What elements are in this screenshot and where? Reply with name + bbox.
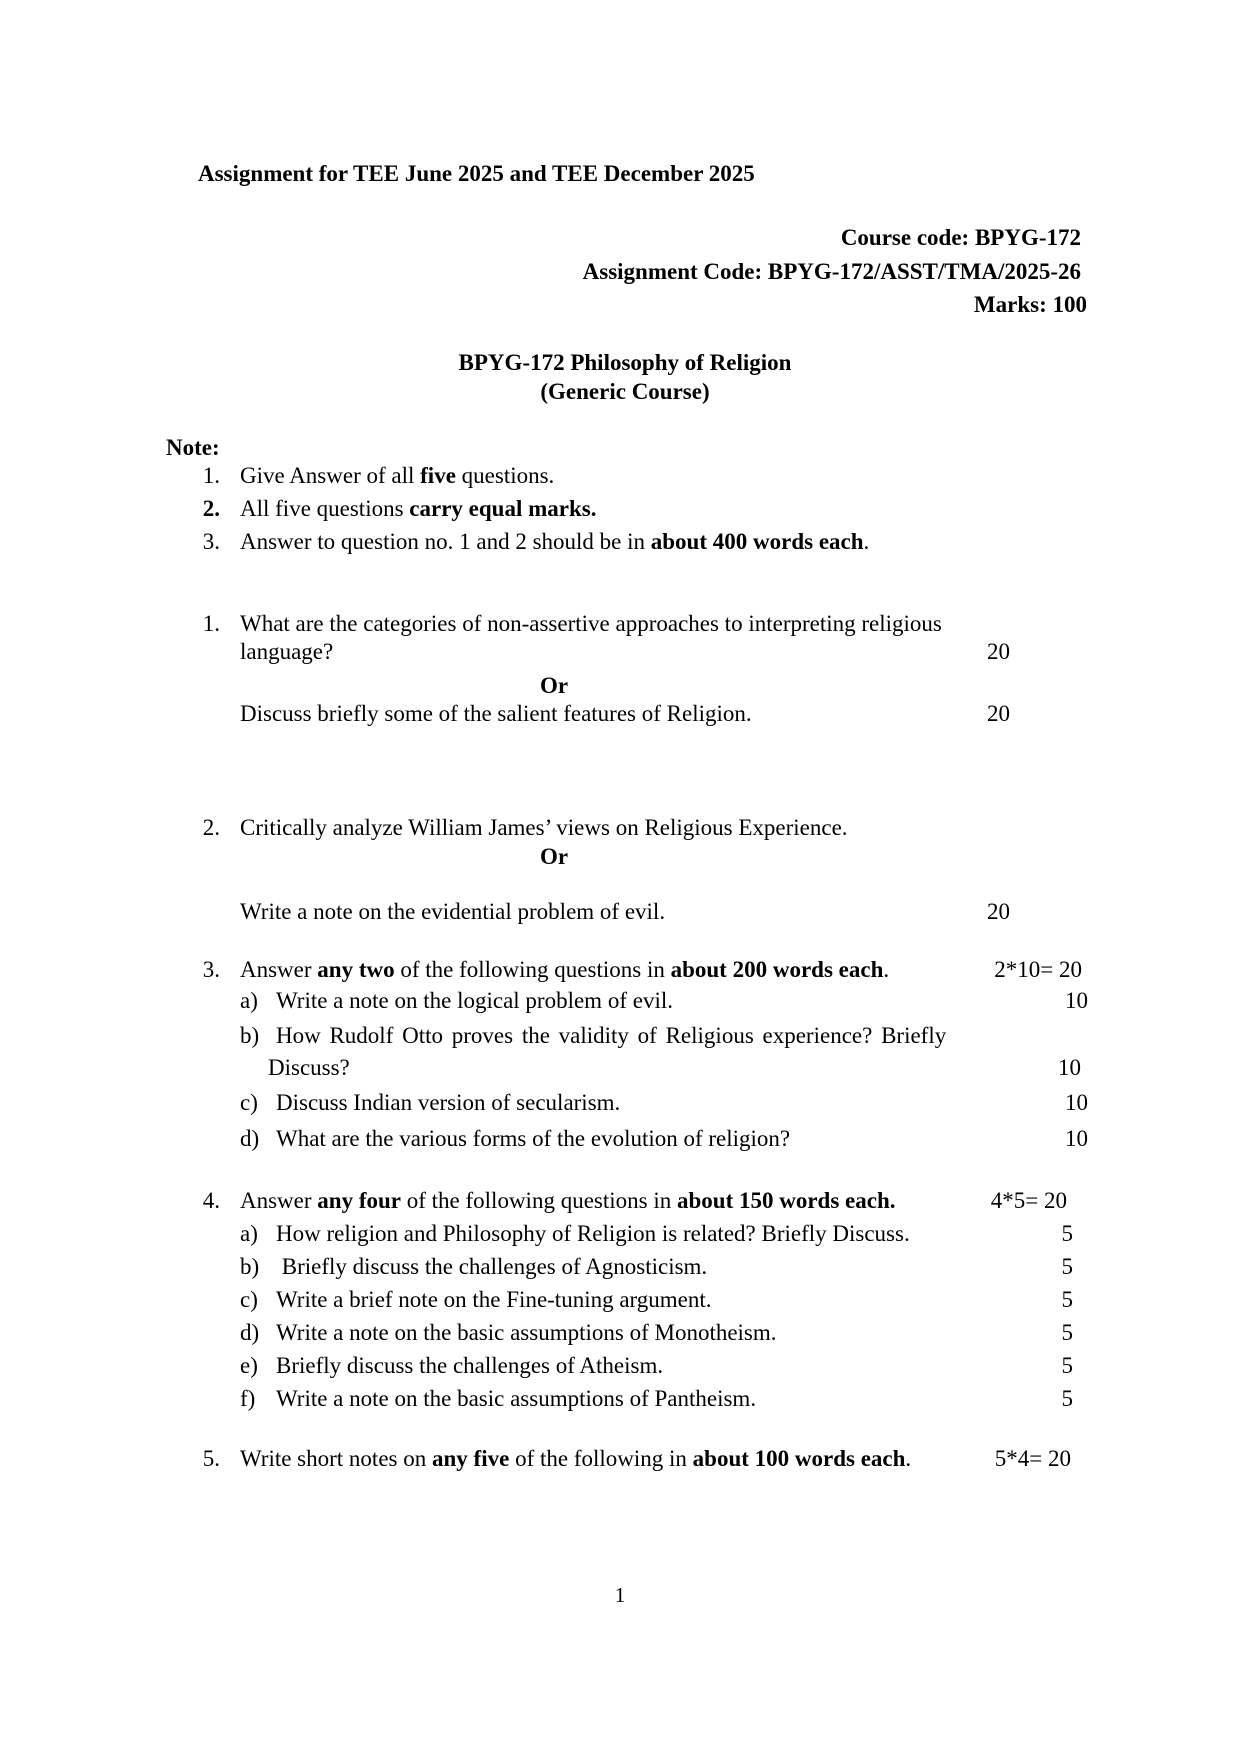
note-item-number: 2.: [202, 496, 220, 521]
question-3-text: Answer any two of the following questions in about 200 words each.: [240, 957, 890, 982]
sub-question-marks: 5: [1061, 1320, 1073, 1345]
question-4-text: Answer any four of the following questions in about 150 words each.: [240, 1188, 896, 1213]
note-item-number: 1.: [202, 463, 220, 488]
sub-question-letter: b): [240, 1254, 260, 1279]
sub-question-letter: f): [240, 1386, 256, 1411]
note-label: Note:: [166, 435, 220, 460]
sub-question-marks: 5: [1061, 1221, 1073, 1246]
sub-question-marks: 10: [1065, 1126, 1088, 1151]
question-1-alt-text: Discuss briefly some of the salient features of Religion.: [240, 701, 752, 726]
question-1-text: What are the categories of non-assertive approaches to interpreting religious: [240, 611, 942, 636]
sub-question-text: Write a note on the basic assumptions of Pantheism.: [276, 1386, 757, 1411]
sub-question-marks: 5: [1061, 1287, 1073, 1312]
sub-question-text: How Rudolf Otto proves the validity of Religious experience? Briefly: [276, 1023, 947, 1048]
note-item-1: Give Answer of all five questions.: [240, 463, 555, 488]
note-item-3: Answer to question no. 1 and 2 should be in about 400 words each.: [240, 529, 870, 554]
sub-question-text: What are the various forms of the evolution of religion?: [276, 1126, 791, 1151]
sub-question-letter: e): [240, 1353, 258, 1378]
course-subtitle: (Generic Course): [540, 379, 710, 404]
question-number: 3.: [202, 957, 220, 982]
assignment-title: Assignment for TEE June 2025 and TEE December 2025: [198, 161, 755, 186]
sub-question-text: Write a note on the logical problem of evil.: [276, 988, 673, 1013]
question-marks: 20: [987, 701, 1010, 726]
question-marks: 4*5= 20: [990, 1188, 1067, 1213]
question-1-text-cont: language?: [240, 639, 334, 664]
sub-question-marks: 5: [1061, 1353, 1073, 1378]
question-marks: 20: [987, 899, 1010, 924]
sub-question-text: Briefly discuss the challenges of Agnosticism.: [276, 1254, 708, 1279]
note-item-number: 3.: [202, 529, 220, 554]
course-title: BPYG-172 Philosophy of Religion: [458, 350, 792, 375]
sub-question-letter: b): [240, 1023, 260, 1048]
sub-question-letter: d): [240, 1126, 260, 1151]
question-number: 1.: [202, 611, 220, 636]
sub-question-text: Discuss Indian version of secularism.: [276, 1090, 621, 1115]
question-number: 2.: [202, 815, 220, 840]
question-2-text: Critically analyze William James’ views on Religious Experience.: [240, 815, 848, 840]
question-marks: 5*4= 20: [994, 1446, 1071, 1471]
sub-question-text-cont: Discuss?: [268, 1055, 350, 1080]
sub-question-letter: c): [240, 1090, 258, 1115]
sub-question-letter: c): [240, 1287, 258, 1312]
question-marks: 20: [987, 639, 1010, 664]
sub-question-text: Briefly discuss the challenges of Atheism.: [276, 1353, 664, 1378]
page-number: 1: [614, 1583, 626, 1607]
question-5-text: Write short notes on any five of the following in about 100 words each.: [240, 1446, 912, 1471]
sub-question-letter: d): [240, 1320, 260, 1345]
note-item-2: All five questions carry equal marks.: [240, 496, 597, 521]
sub-question-text: Write a brief note on the Fine-tuning argument.: [276, 1287, 712, 1312]
question-number: 5.: [202, 1446, 220, 1471]
question-2-alt-text: Write a note on the evidential problem of evil.: [240, 899, 666, 924]
question-marks: 2*10= 20: [994, 957, 1082, 982]
question-number: 4.: [202, 1188, 220, 1213]
or-label: Or: [540, 844, 569, 869]
total-marks: Marks: 100: [973, 292, 1087, 317]
sub-question-text: How religion and Philosophy of Religion is related? Briefly Discuss.: [276, 1221, 910, 1246]
sub-question-marks: 5: [1061, 1254, 1073, 1279]
sub-question-marks: 5: [1061, 1386, 1073, 1411]
sub-question-letter: a): [240, 1221, 258, 1246]
sub-question-text: Write a note on the basic assumptions of Monotheism.: [276, 1320, 777, 1345]
sub-question-marks: 10: [1065, 1090, 1088, 1115]
assignment-code: Assignment Code: BPYG-172/ASST/TMA/2025-26: [582, 259, 1081, 284]
sub-question-letter: a): [240, 988, 258, 1013]
or-label: Or: [540, 673, 569, 698]
sub-question-marks: 10: [1058, 1055, 1081, 1080]
sub-question-marks: 10: [1065, 988, 1088, 1013]
course-code: Course code: BPYG-172: [840, 225, 1081, 250]
